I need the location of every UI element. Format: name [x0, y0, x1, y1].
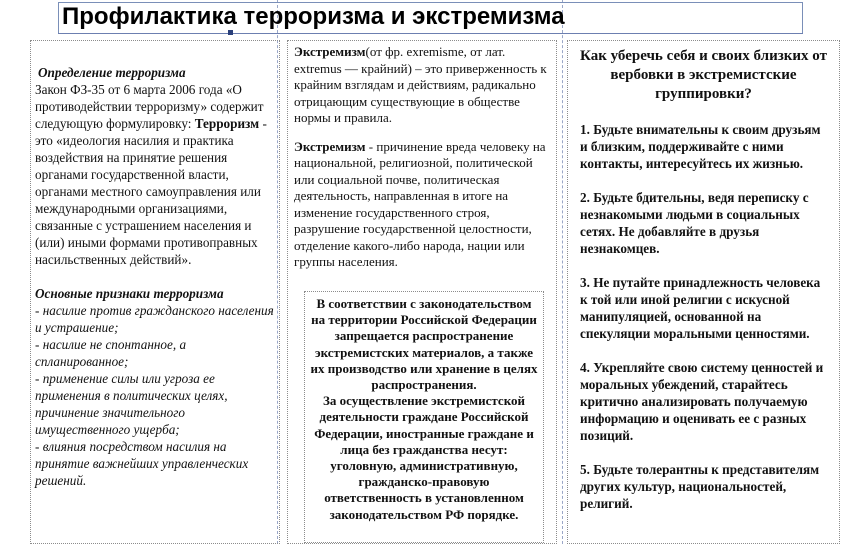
list-item: - насилие не спонтанное, а спланированное;	[35, 337, 187, 369]
column-terrorism	[30, 40, 280, 544]
term-extremism-2: Экстремизм	[294, 138, 366, 154]
definition-text: - это «идеология насилия и практика воздействия на принятие решения органами государственной власти, органами местного самоуправления или международными организациями, связанные с устрашением населения и (или) иными формами противоправных насильственных действий».	[35, 116, 267, 267]
advice-item: 1. Будьте внимательны к своим друзьям и близким, поддерживайте с ними контакты, интересуйтесь их жизнью.	[580, 122, 821, 171]
law-notice-box	[304, 291, 544, 543]
extremism-text-2: - причинение вреда человеку на национальной, религиозной, политической или социальной почве, политическая деятельность, направленная в итоге на изменение государственного строя, разрушение государственной целостности, отделение какого-либо народа, нации или группы населения.	[294, 138, 546, 269]
law-notice-paragraph-1: В соответствии с законодательством на территории Российской Федерации запрещается распространение экстремистских материалов, а также их производство или хранение в целях распространения.	[310, 296, 538, 393]
list-item: - насилие против гражданского населения и устрашение;	[35, 303, 274, 335]
extremism-paragraph-1	[294, 44, 550, 127]
extremism-text-1: (от фр. exremisme, от лат. extremus — крайний) – это приверженность к крайним взглядам и действиям, радикально отрицающим существующие в обществе нормы и правила.	[294, 44, 547, 125]
term-terrorism: Терроризм	[194, 116, 260, 131]
column-guide-middle	[562, 0, 563, 544]
extremism-paragraph-2	[294, 139, 550, 271]
signs-heading: Основные признаки терроризма	[35, 286, 224, 301]
page-title: Профилактика терроризма и экстремизма	[62, 3, 565, 30]
list-item: - влияния посредством насилия на принятие важнейших управленческих решений.	[35, 439, 249, 488]
column-advice	[567, 40, 840, 544]
signs-list	[35, 302, 275, 489]
list-item: - применение силы или угроза ее применения в политических целях, причинение значительного имущественного ущерба;	[35, 371, 228, 437]
law-text: Закон ФЗ-35 от 6 марта 2006 года «О противодействии терроризму» содержит следующую формулировку:	[35, 82, 264, 131]
title-underline	[58, 33, 803, 34]
definition-heading: Определение терроризма	[38, 65, 186, 80]
advice-item: 4. Укрепляйте свою систему ценностей и моральных убеждений, старайтесь критично анализировать получаемую информацию и оценивать ее с разных позиций.	[580, 360, 824, 443]
definition-paragraph	[35, 81, 275, 268]
term-extremism: Экстремизм	[294, 44, 366, 59]
law-notice-paragraph-2: За осуществление экстремистской деятельности граждане Российской Федерации, иностранные граждане и лица без гражданства несут: уголовную, административную, гражданско-правовую ответственность в установленном законодательством РФ порядке.	[314, 393, 534, 522]
advice-item: 5. Будьте толерантны к представителям других культур, национальностей, религий.	[580, 462, 820, 511]
advice-item: 2. Будьте бдительны, ведя переписку с незнакомыми людьми в социальных сетях. Не добавляйте в друзья незнакомцев.	[580, 190, 809, 256]
advice-heading: Как уберечь себя и своих близких от вербовки в экстремистские группировки?	[580, 48, 827, 102]
advice-item: 3. Не путайте принадлежность человека к той или иной религии с искусной манипуляцией, основанной на спекуляции моральными ценностями.	[580, 275, 821, 341]
